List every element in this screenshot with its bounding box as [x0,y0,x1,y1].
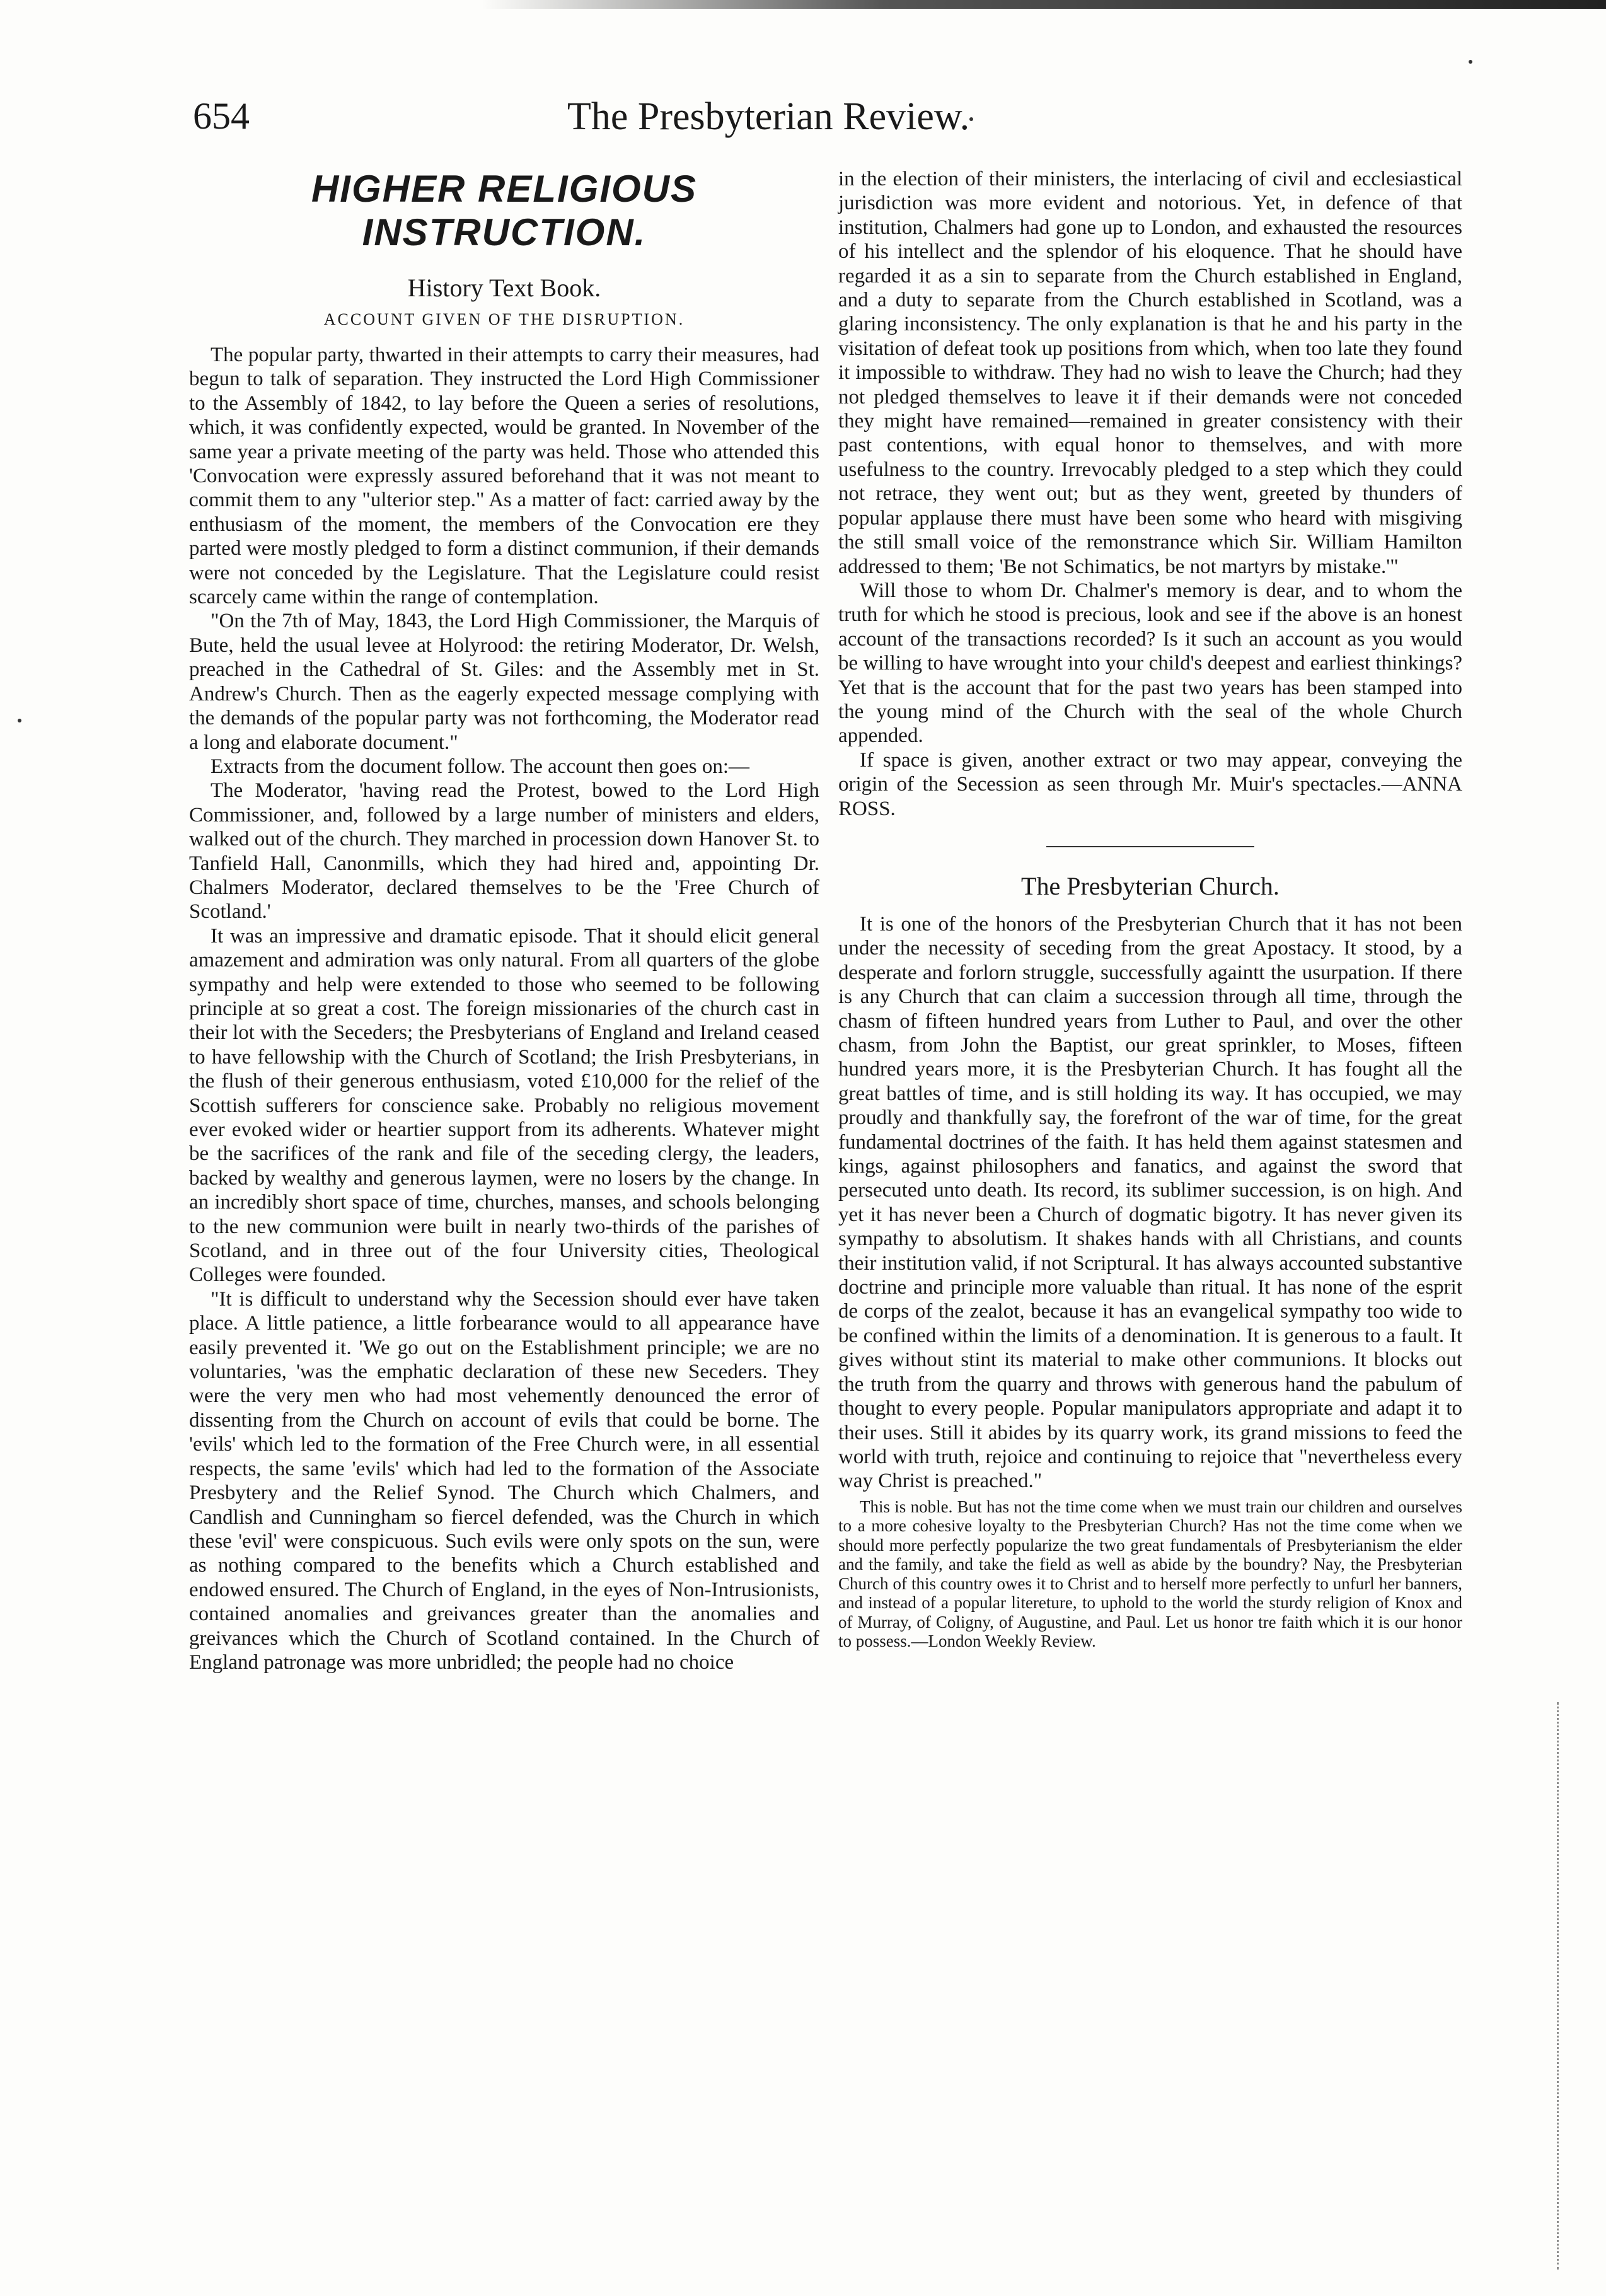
continued-paragraph: Will those to whom Dr. Chalmer's memory is dear, and to whom the truth for which he stood is precious, look and see if the above is an honest account of the transactions recorded? Is it such an account as you would be willing to have wrought into your child's deepest and earliest thinkings? Yet that is the account that for the past two years has been stamped into the young mind of the Church with the seal of the whole Church appended. [838,579,1462,748]
scan-speck [1469,60,1472,64]
continued-paragraph: If space is given, another extract or two may appear, conveying the origin of the Secession as seen through Mr. Muir's spectacles.—ANNA ROSS. [838,748,1462,820]
scan-margin-artifact [1557,1702,1578,2270]
article1-subtitle: History Text Book. [407,274,601,302]
right-column [838,167,1462,1651]
article1-paragraph: "On the 7th of May, 1843, the Lord High Commissioner, the Marquis of Bute, held the usual levee at Holyrood: the retiring Moderator, Dr. Welsh, preached in the Cathedral of St. Giles: and the Assembly met in St. Andrew's Church. Then as the eagerly expected message complying with the demands of the popular party was not forthcoming, the Moderator read a long and elaborate document." [189,610,819,754]
left-column [189,167,819,1674]
scan-top-edge [0,0,1606,9]
scan-speck [969,117,973,121]
page-number: 654 [193,95,250,137]
article2-note: This is noble. But has not the time come when we must train our children and ourselves to a more cohesive loyalty to the Presbyterian Church? Has not the time come when we should more perfectly popularize the two great fundamentals of Presbyterianism the elder and the family, and take the field as well as abide by the boundry? Nay, the Presbyterian Church of this country owes it to Christ and to herself more perfectly to unfurl her banners, and instead of a popular litereture, to uphold to the world the sturdy religion of Knox and of Murray, of Coligny, of Augustine, and Paul. Let us honor tre faith which it is our honor to possess.—London Weekly Review. [838,1497,1462,1651]
scan-speck [18,719,21,722]
article1-paragraph: Extracts from the document follow. The account then goes on:— [211,755,750,778]
article1-paragraph: "It is difficult to understand why the Secession should ever have taken place. A little patience, a little forbearance would to all appearance have easily prevented it. 'We go out on the Establishment principle; we are no voluntaries, 'was the emphatic declaration of these new Seceders. They were the very men who had most vehemently denounced the error of dissenting from the Church on account of evils that could be borne. The 'evils' which led to the formation of the Free Church were, in all essential respects, the same 'evils' which had led to the formation of the Associate Presbytery and the Relief Synod. The Church which Chalmers, and Candlish and Cunningham so fiercel defended, was the Church in which these 'evil' were conspicuous. Such evils were only spots on the sun, were as nothing compared to the benefits which a Church established and endowed ensured. The Church of England, in the eyes of Non-Intrusionists, contained anomalies and greivances greater than the anomalies and greivances which the Church of Scotland contained. In the Church of England patronage was more unbridled; the people had no choice [189,1287,819,1674]
article1-subhead: ACCOUNT GIVEN OF THE DISRUPTION. [323,310,685,328]
article2-title: The Presbyterian Church. [1021,871,1280,900]
running-title: The Presbyterian Review. [567,95,970,138]
article1-paragraph: The popular party, thwarted in their attempts to carry their measures, had begun to talk of separation. They instructed the Lord High Commissioner to the Assembly of 1842, to lay before the Queen a series of resolutions, which, it was confidently expected, would be granted. In November of the same year a private meeting of the party was held. Those who attended this 'Convocation were expressly assured beforehand that it was not meant to commit them to any "ulterior step." As a matter of fact: carried away by the enthusiasm of the moment, the members of the Convocation ere they parted were mostly pledged to form a distinct communion, if their demands were not conceded by the Legislature. That the Legislature could resist scarcely came within the range of contemplation. [189,344,819,609]
article1-paragraph: The Moderator, 'having read the Protest, bowed to the Lord High Commissioner, and, followed by a large number of ministers and elders, walked out of the church. They marched in procession down Hanover St. to Tanfield Hall, Canonmills, which they had hired and, appointing Dr. Chalmers Moderator, declared themselves to be the 'Free Church of Scotland.' [189,779,819,924]
continued-paragraph: in the election of their ministers, the interlacing of civil and ecclesiastical jurisdiction was more evident and notorious. Yet, in defence of that institution, Chalmers had gone up to London, and exhausted the resources of his intellect and the splendor of his eloquence. That he should have regarded it as a sin to separate from the Church established in England, and a duty to separate from the Church established in Scotland, was a glaring inconsistency. The only explanation is that he and his party in the visitation of defeat took up positions from which, when too late they found it impossible to withdraw. They had no wish to leave the Church; had they not pledged themselves to leave it if their demands were not conceded they might have remained—remained in greater consistency with their past contentions, with equal honor to themselves, and with more usefulness to the country. Irrevocably pledged to a step which they could not retrace, they went out; but as they went, greeted by thunders of popular applause there must have been some who heard with misgiving the still small voice of the remonstrance which Sir. William Hamilton addressed to them; 'Be not Schimatics, be not martyrs by mistake.'" [838,168,1462,578]
article1-paragraph: It was an impressive and dramatic episode. That it should elicit general amazement and admiration was only natural. From all quarters of the globe sympathy and help were extended to those who seemed to be following principle at so great a cost. The foreign missionaries of the church cast in their lot with the Seceders; the Presbyterians of England and Ireland ceased to have fellowship with the Church of Scotland; the Irish Presbyterians, in the flush of their generous enthusiasm, voted £10,000 for the relief of the Scottish sufferers for conscience sake. Probably no religious movement ever evoked wider or heartier support from its adherents. Whatever might be the sacrifices of the rank and file of the seceding clergy, the leaders, backed by wealthy and generous laymen, were no losers by the change. In an incredibly short space of time, churches, manses, and schools belonging to the new communion were built in nearly two-thirds of the parishes of Scotland, and in three out of the four University cities, Theological Colleges were founded. [189,924,819,1287]
section-divider [1046,846,1254,847]
article1-title: HIGHER RELIGIOUS INSTRUCTION. [311,168,698,253]
article2-paragraph: It is one of the honors of the Presbyterian Church that it has not been under the necessity of seceding from the great Apostacy. It stood, by a desperate and forlorn struggle, successfully againtt the usurpation. If there is any Church that can claim a succession through all time, through the chasm of fifteen hundred years from Luther to Paul, and over the other chasm, from John the Baptist, our great sprinkler, to Moses, fifteen hundred years more, it is the Presbyterian Church. It has fought all the great battles of time, and is still holding its way. It has occupied, we may proudly and thankfully say, the forefront of the war of time, for the great fundamental doctrines of the faith. It has held them against statesmen and kings, against philosophers and fanatics, and against the sword that persecuted unto death. Its record, its sublimer succession, is on high. And yet it has never been a Church of dogmatic bigotry. It has never given its sympathy to absolutism. It shakes hands with all Christians, and counts their institution valid, if not Scriptural. It has always accounted substantive doctrine and principle more valuable than ritual. It has none of the esprit de corps of the zealot, because it has an evangelical sympathy too wide to be confined within the limits of a denomination. It is generous to a fault. It gives without stint its material to make other communions. It blocks out the truth from the quarry and throws with generous hand the pabulum of thought to every people. Popular manipulators appropriate and adapt it to their uses. Still it abides by its quarry work, its grand missions to feed the world with truth, rejoice and continuing to rejoice that "nevertheless every way Christ is preached." [838,912,1462,1493]
